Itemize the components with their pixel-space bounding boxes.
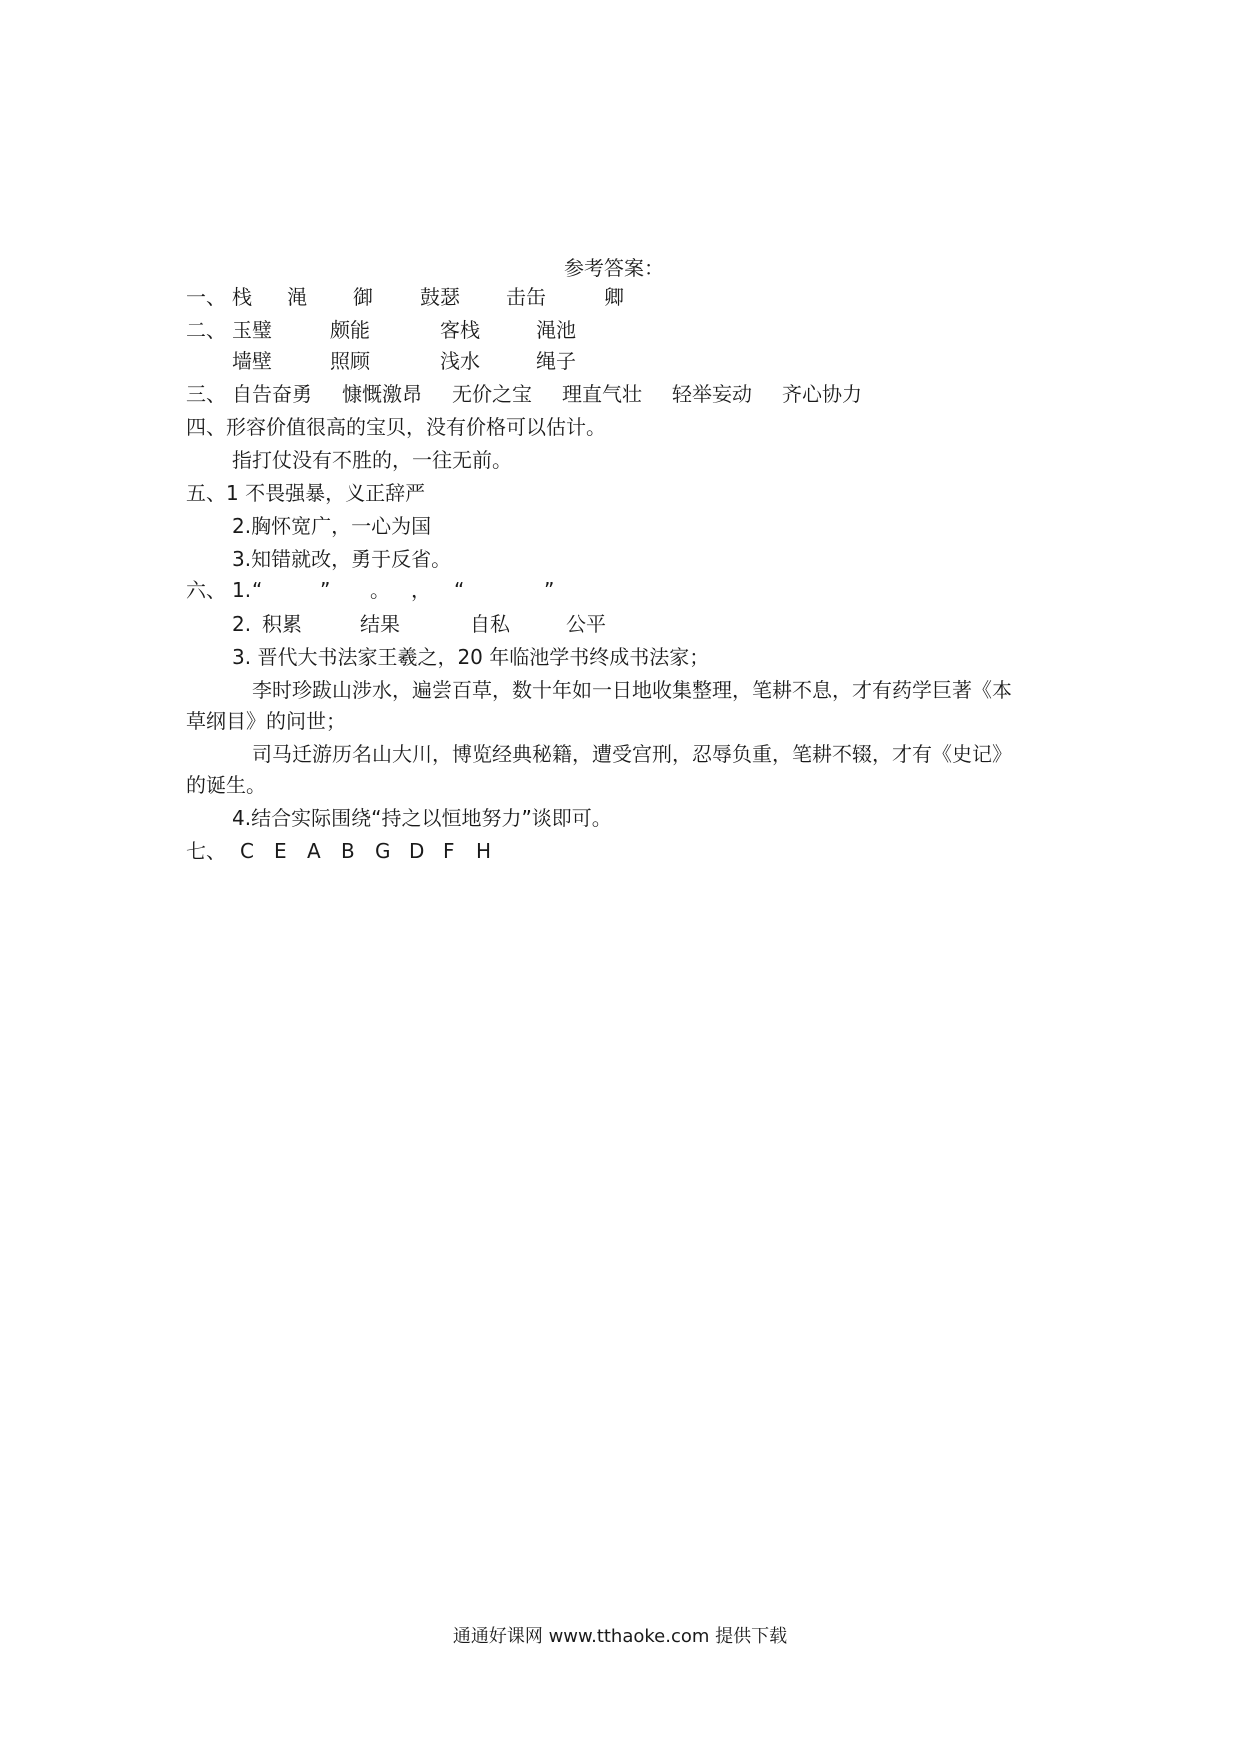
answer-item: 自告奋勇	[232, 382, 312, 406]
answer-item: 击缶	[506, 285, 546, 309]
answer-item: 照顾	[330, 349, 370, 373]
sub-label: 1.	[232, 578, 252, 602]
page-footer: 通通好课网 www.tthaoke.com 提供下载	[452, 1626, 788, 1647]
answer-item: 颇能	[330, 318, 370, 342]
section-3	[186, 380, 886, 408]
punctuation-mark: ，	[411, 578, 431, 602]
answer-letter: A	[307, 839, 321, 863]
section-number: 四、	[186, 415, 226, 439]
section-2-row-1	[186, 316, 686, 344]
answer-letter: D	[409, 839, 425, 863]
section-number: 七、	[186, 839, 226, 863]
section-number: 五、	[186, 481, 226, 505]
punctuation-mark: 。	[370, 578, 390, 602]
answer-item: 渑	[287, 285, 307, 309]
answer-item: 鼓瑟	[420, 285, 460, 309]
answer-item: 浅水	[440, 349, 480, 373]
answer-text: 司马迁游历名山大川，博览经典秘籍，遭受宫刑，忍辱负重，笔耕不辍，才有《史记》	[252, 742, 1012, 766]
answer-text: 3.知错就改，勇于反省。	[232, 547, 452, 571]
punctuation-mark: “	[252, 578, 263, 602]
answer-item: 御	[353, 285, 373, 309]
answer-text: 2.胸怀宽广，一心为国	[232, 514, 432, 538]
section-1	[186, 283, 686, 311]
answer-text: 李时珍跋山涉水，遍尝百草，数十年如一日地收集整理，笔耕不息，才有药学巨著《本	[252, 678, 1012, 702]
answer-text: 3. 晋代大书法家王羲之，20 年临池学书终成书法家；	[232, 645, 710, 669]
section-number: 三、	[186, 382, 226, 406]
section-5-line-1	[186, 479, 425, 507]
section-4-line-1	[186, 413, 606, 441]
answer-text: 4.结合实际围绕“持之以恒地努力”谈即可。	[232, 806, 612, 830]
page-title: 参考答案：	[564, 256, 664, 280]
punctuation-mark: “	[454, 578, 465, 602]
answer-item: 墙壁	[232, 349, 272, 373]
answer-item: 自私	[470, 612, 510, 636]
answer-letter: F	[443, 839, 455, 863]
answer-text: 1 不畏强暴，义正辞严	[226, 481, 426, 505]
section-number: 一、	[186, 285, 226, 309]
answer-letter: B	[341, 839, 355, 863]
section-6-sub-1	[186, 576, 686, 604]
answer-letter: C	[240, 839, 254, 863]
answer-item: 绳子	[536, 349, 576, 373]
answer-item: 积累	[262, 612, 302, 636]
answer-letter: E	[274, 839, 287, 863]
answer-text: 形容价值很高的宝贝，没有价格可以估计。	[226, 415, 606, 439]
answer-item: 玉璧	[232, 318, 272, 342]
answer-item: 渑池	[536, 318, 576, 342]
answer-item: 栈	[232, 285, 252, 309]
answer-text: 指打仗没有不胜的，一往无前。	[232, 448, 512, 472]
answer-item: 卿	[604, 285, 624, 309]
answer-text: 草纲目》的问世；	[186, 709, 346, 733]
section-number: 二、	[186, 318, 226, 342]
answer-letter: H	[476, 839, 492, 863]
answer-item: 公平	[566, 612, 606, 636]
answer-item: 理直气壮	[562, 382, 642, 406]
section-2-row-2	[186, 347, 686, 375]
section-6-sub-2	[232, 610, 732, 638]
answer-item: 慷慨激昂	[342, 382, 422, 406]
answer-item: 齐心协力	[782, 382, 862, 406]
answer-item: 无价之宝	[452, 382, 532, 406]
section-7	[186, 837, 686, 865]
answer-item: 客栈	[440, 318, 480, 342]
answer-text: 的诞生。	[186, 773, 266, 797]
sub-label: 2.	[232, 612, 252, 636]
punctuation-mark: ”	[320, 578, 331, 602]
answer-item: 轻举妄动	[672, 382, 752, 406]
section-number: 六、	[186, 578, 226, 602]
answer-item: 结果	[360, 612, 400, 636]
punctuation-mark: ”	[544, 578, 555, 602]
answer-letter: G	[375, 839, 391, 863]
